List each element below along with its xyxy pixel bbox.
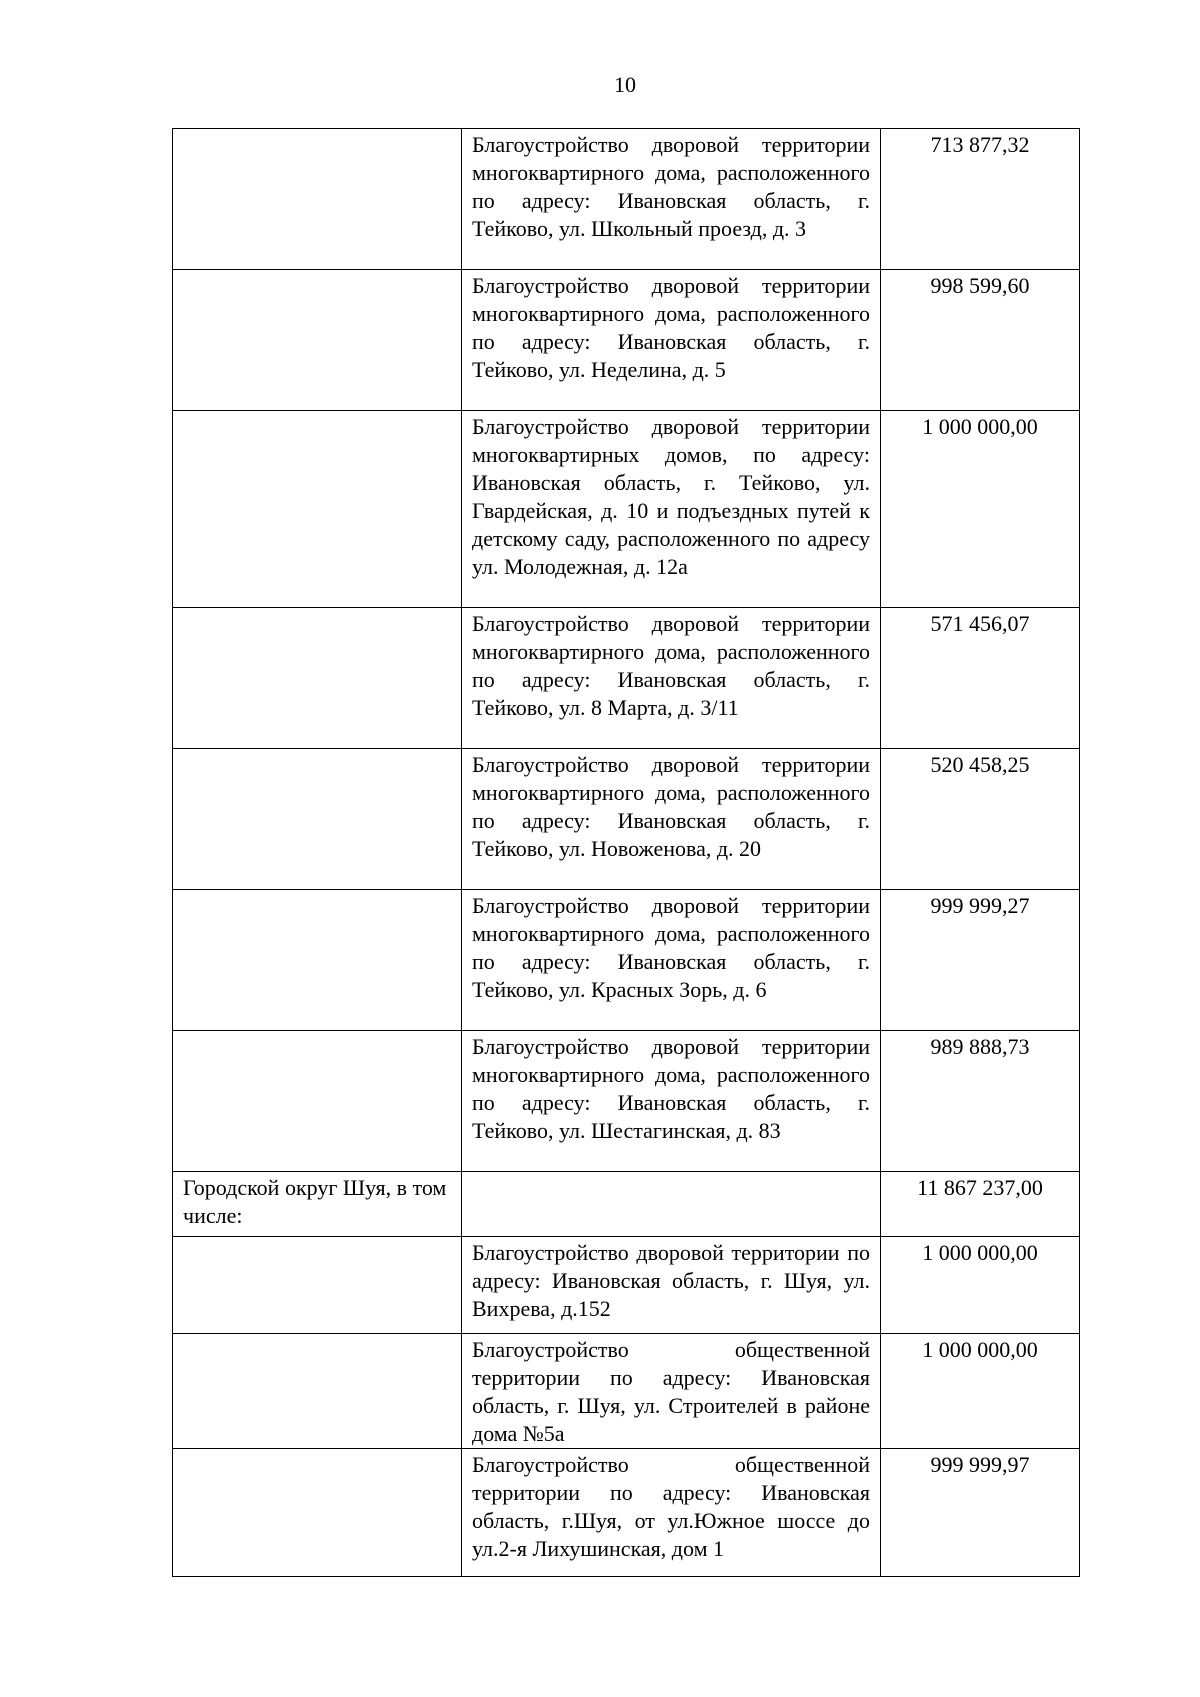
amount-cell	[881, 411, 1080, 608]
description-cell	[462, 129, 881, 270]
municipality-cell	[173, 1449, 462, 1577]
amount-value: 713 877,32	[930, 132, 1030, 157]
table-row	[173, 411, 1080, 608]
table-row	[173, 1237, 1080, 1334]
project-description: Благоустройство общественной территории по адресу: Ивановская область, г.Шуя, от ул.Южное шоссе до ул.2-я Лихушинская, дом 1	[472, 1452, 870, 1561]
description-cell	[462, 749, 881, 890]
page-number: 10	[614, 72, 636, 97]
project-description: Благоустройство дворовой территории по адресу: Ивановская область, г. Шуя, ул. Вихрева, д.152	[472, 1240, 870, 1321]
table-row	[173, 608, 1080, 749]
project-description: Благоустройство дворовой территории многоквартирного дома, расположенного по адресу: Ивановская область, г. Тейково, ул. Неделина, д. 5	[472, 273, 870, 382]
project-description: Благоустройство дворовой территории многоквартирного дома, расположенного по адресу: Ивановская область, г. Тейково, ул. Шестагинская, д. 83	[472, 1034, 870, 1143]
table-row	[173, 1449, 1080, 1577]
amount-cell	[881, 1237, 1080, 1334]
description-cell	[462, 890, 881, 1031]
amount-cell	[881, 1031, 1080, 1172]
municipality-label: Городской округ Шуя, в том числе:	[183, 1175, 447, 1228]
municipality-cell	[173, 129, 462, 270]
table-row	[173, 1172, 1080, 1237]
amount-value: 1 000 000,00	[922, 414, 1038, 439]
table-row	[173, 1031, 1080, 1172]
amount-value: 998 599,60	[930, 273, 1030, 298]
municipality-cell	[173, 1237, 462, 1334]
description-cell	[462, 1334, 881, 1449]
municipality-cell	[173, 1031, 462, 1172]
amount-cell	[881, 608, 1080, 749]
project-description: Благоустройство дворовой территории многоквартирного дома, расположенного по адресу: Ивановская область, г. Тейково, ул. 8 Марта, д. 3/11	[472, 611, 870, 720]
table-row	[173, 890, 1080, 1031]
description-cell	[462, 411, 881, 608]
municipality-cell	[173, 411, 462, 608]
amount-value: 1 000 000,00	[922, 1337, 1038, 1362]
table-row	[173, 749, 1080, 890]
municipality-cell	[173, 608, 462, 749]
amount-cell	[881, 749, 1080, 890]
amount-value: 989 888,73	[930, 1034, 1030, 1059]
amount-value: 571 456,07	[930, 611, 1030, 636]
project-description	[472, 1172, 870, 1174]
amount-cell	[881, 270, 1080, 411]
municipality-label	[183, 1449, 451, 1451]
amount-cell	[881, 1334, 1080, 1449]
municipality-cell	[173, 890, 462, 1031]
description-cell	[462, 1237, 881, 1334]
municipality-label	[183, 749, 451, 751]
municipality-cell	[173, 749, 462, 890]
funding-table	[172, 128, 1080, 1577]
municipality-cell	[173, 270, 462, 411]
municipality-label	[183, 1334, 451, 1336]
description-cell	[462, 608, 881, 749]
project-description: Благоустройство дворовой территории многоквартирных домов, по адресу: Ивановская область, г. Тейково, ул. Гвардейская, д. 10 и подъездных путей к детскому саду, расположенного по адресу ул. Молодежная, д. 12а	[472, 414, 870, 579]
municipality-cell	[173, 1334, 462, 1449]
amount-cell	[881, 890, 1080, 1031]
municipality-label	[183, 608, 451, 610]
table-row	[173, 270, 1080, 411]
amount-value: 11 867 237,00	[917, 1175, 1043, 1200]
municipality-label	[183, 270, 451, 272]
municipality-label	[183, 411, 451, 413]
municipality-label	[183, 890, 451, 892]
amount-value: 999 999,97	[930, 1452, 1030, 1477]
amount-value: 999 999,27	[930, 893, 1030, 918]
municipality-label	[183, 129, 451, 131]
amount-cell	[881, 129, 1080, 270]
municipality-label	[183, 1031, 451, 1033]
project-description: Благоустройство общественной территории по адресу: Ивановская область, г. Шуя, ул. Строителей в районе дома №5а	[472, 1337, 870, 1446]
amount-value: 520 458,25	[930, 752, 1030, 777]
table-row	[173, 1334, 1080, 1449]
project-description: Благоустройство дворовой территории многоквартирного дома, расположенного по адресу: Ивановская область, г. Тейково, ул. Новоженова, д. 20	[472, 752, 870, 861]
amount-cell	[881, 1172, 1080, 1237]
description-cell	[462, 1031, 881, 1172]
description-cell	[462, 1172, 881, 1237]
project-description: Благоустройство дворовой территории многоквартирного дома, расположенного по адресу: Ивановская область, г. Тейково, ул. Школьный проезд, д. 3	[472, 132, 870, 241]
municipality-label	[183, 1237, 451, 1239]
amount-value: 1 000 000,00	[922, 1240, 1038, 1265]
project-description: Благоустройство дворовой территории многоквартирного дома, расположенного по адресу: Ивановская область, г. Тейково, ул. Красных Зорь, д. 6	[472, 893, 870, 1002]
municipality-cell	[173, 1172, 462, 1237]
description-cell	[462, 1449, 881, 1577]
table-row	[173, 129, 1080, 270]
description-cell	[462, 270, 881, 411]
amount-cell	[881, 1449, 1080, 1577]
